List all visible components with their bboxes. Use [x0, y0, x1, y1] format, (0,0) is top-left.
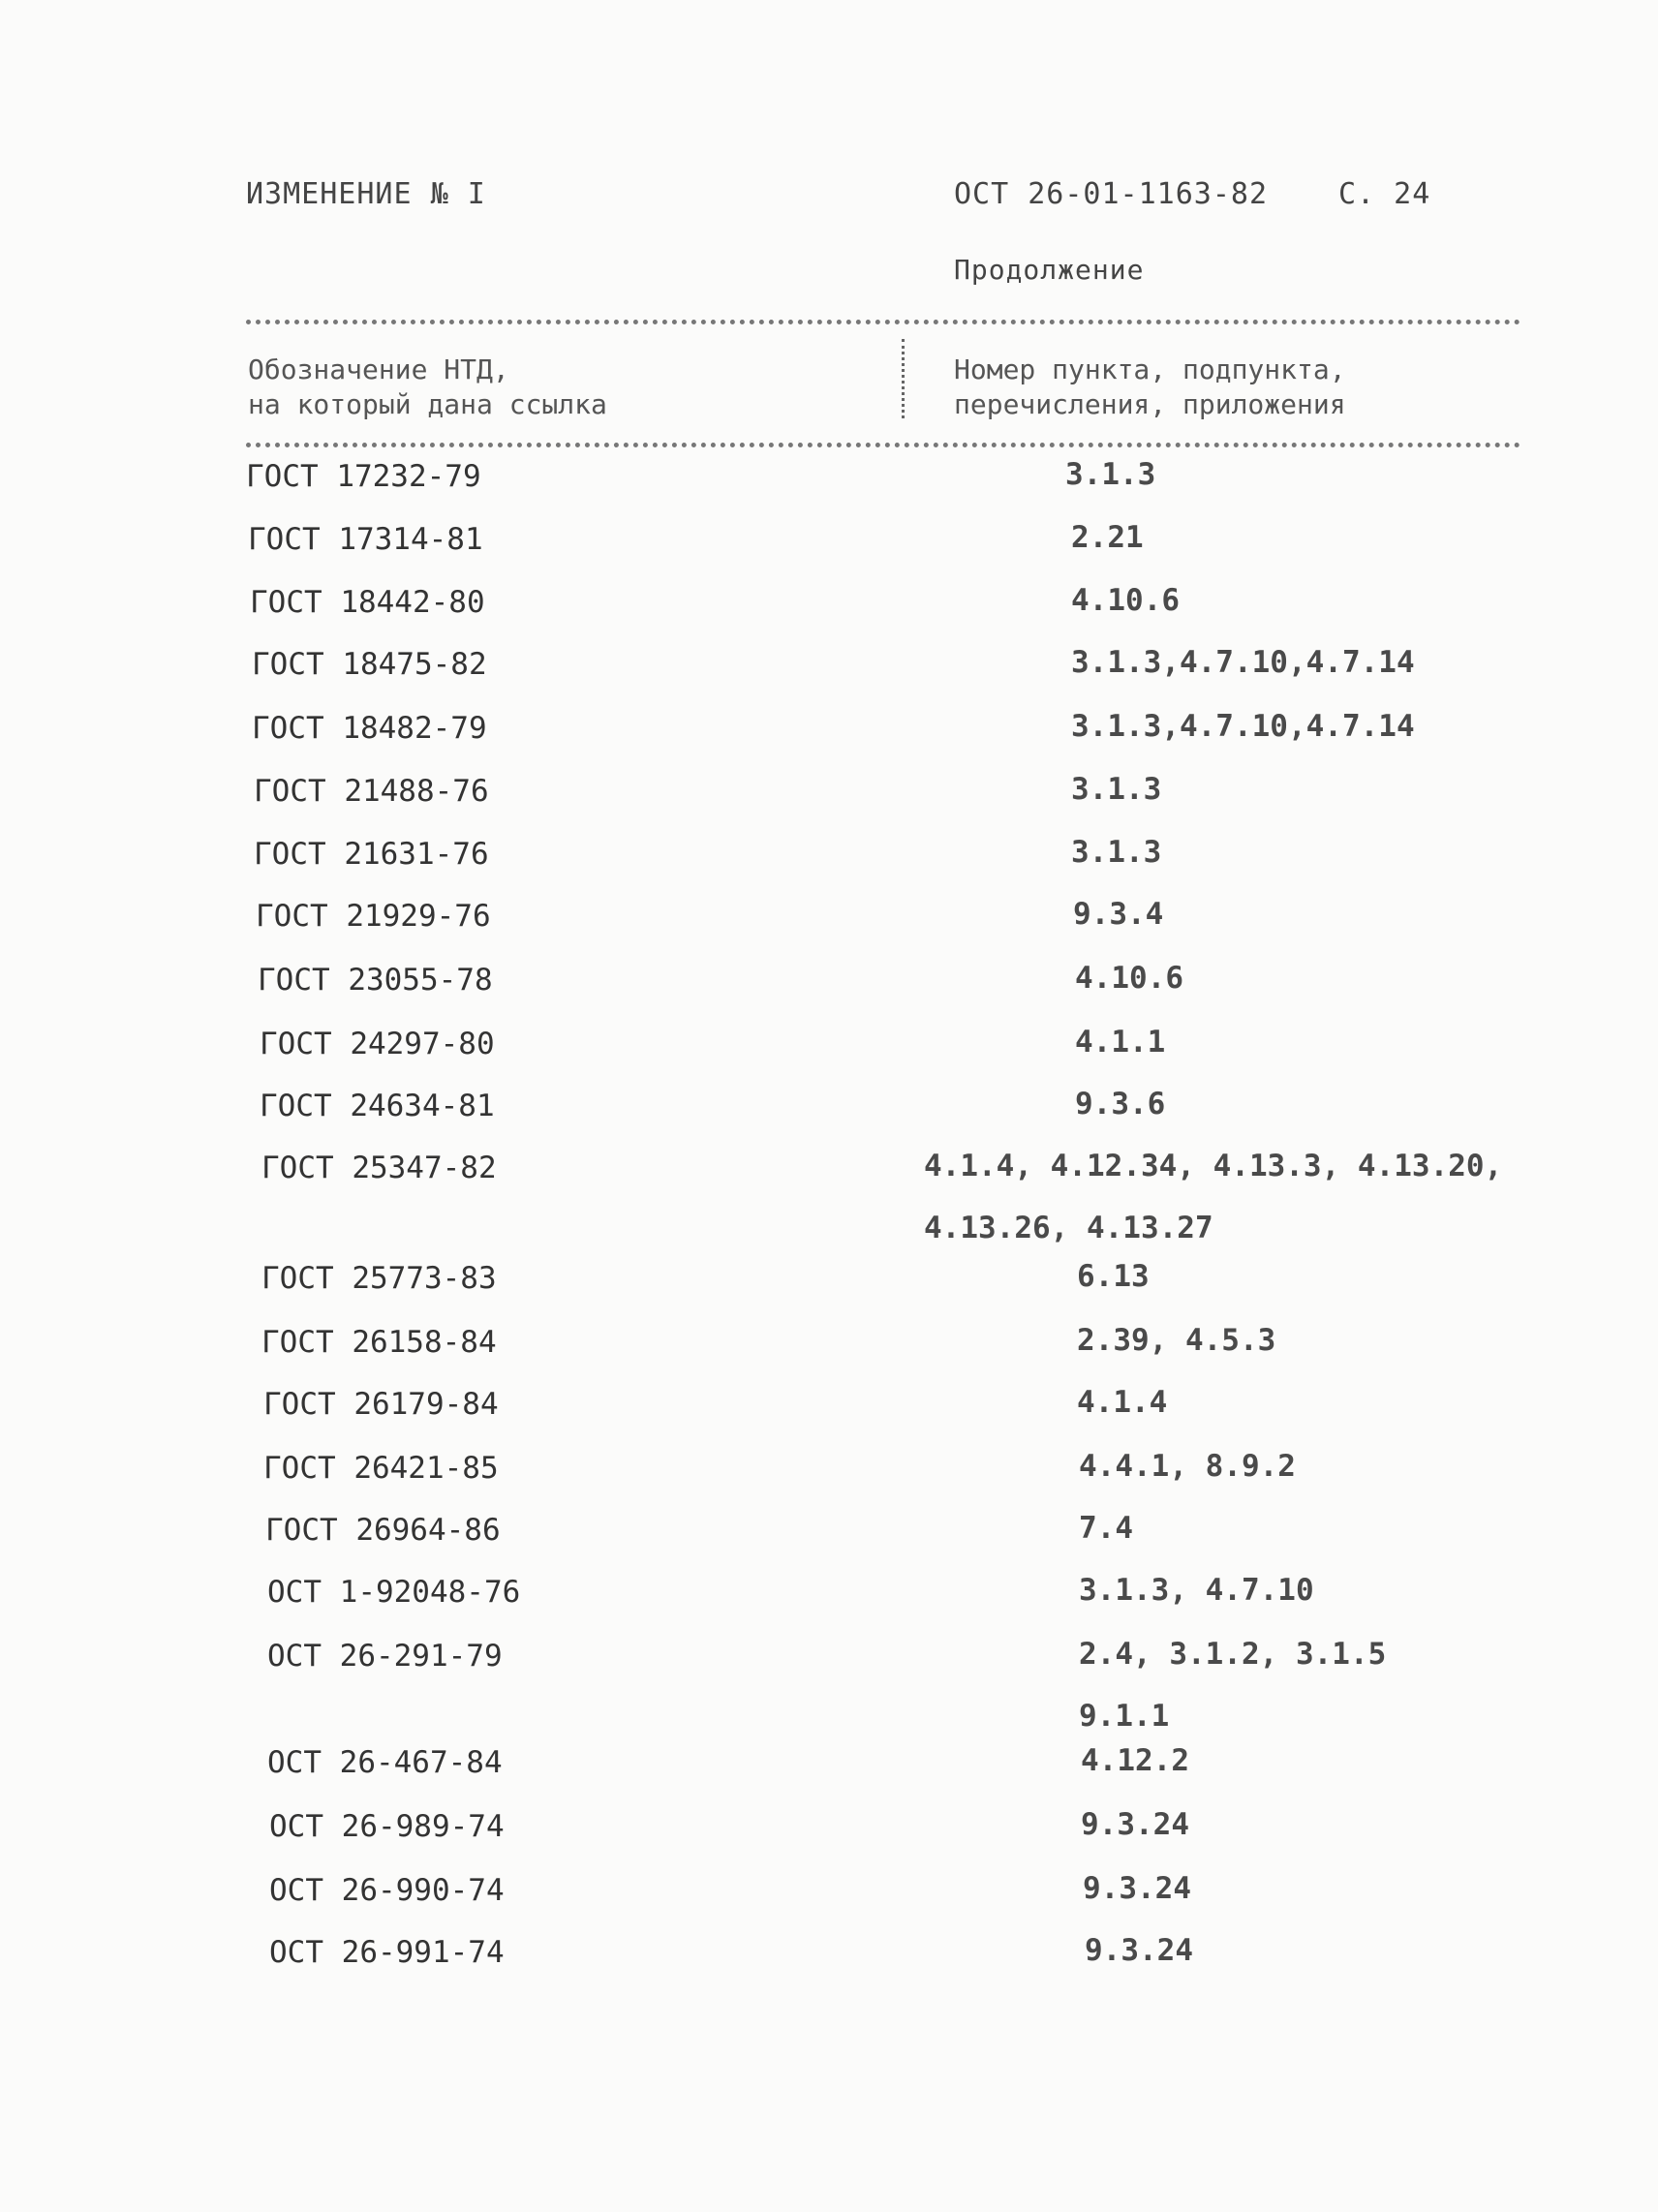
standard-designation: ГОСТ 24297-80: [260, 1027, 495, 1061]
standard-designation: ГОСТ 18475-82: [252, 647, 487, 682]
clause-references: 4.4.1, 8.9.2: [1079, 1449, 1296, 1484]
standard-designation: ОСТ 26-990-74: [269, 1873, 505, 1908]
standard-designation: ГОСТ 17232-79: [246, 459, 481, 494]
clause-references: 9.3.4: [1073, 897, 1164, 932]
column-header-standard: Обозначение НТД, на который дана ссылка: [248, 353, 607, 420]
column-separator: [902, 339, 905, 418]
clause-references: 3.1.3, 4.7.10: [1079, 1573, 1314, 1608]
clause-references: 3.1.3,4.7.10,4.7.14: [1071, 645, 1415, 680]
clause-references: 3.1.3: [1071, 772, 1162, 807]
clause-references: 4.1.4, 4.12.34, 4.13.3, 4.13.20, 4.13.26, 4.13.27: [924, 1149, 1503, 1245]
clause-references: 4.1.4: [1077, 1385, 1168, 1420]
standard-designation: ГОСТ 21488-76: [254, 774, 489, 809]
standard-designation: ОСТ 26-989-74: [269, 1809, 505, 1844]
standard-designation: ГОСТ 26158-84: [261, 1325, 497, 1360]
table-top-rule: [246, 320, 1520, 324]
clause-references: 4.10.6: [1075, 961, 1183, 996]
table-header-rule: [246, 443, 1520, 447]
standard-designation: ОСТ 26-291-79: [267, 1639, 503, 1674]
standard-designation: ГОСТ 25347-82: [261, 1151, 497, 1185]
continuation-label: Продолжение: [954, 254, 1145, 286]
page-number: С. 24: [1338, 177, 1431, 211]
standard-designation: ОСТ 26-467-84: [267, 1745, 503, 1780]
standard-designation: ГОСТ 26421-85: [263, 1451, 499, 1486]
standard-designation: ГОСТ 25773-83: [261, 1261, 497, 1296]
standard-designation: ОСТ 1-92048-76: [267, 1575, 521, 1610]
standard-designation: ГОСТ 21929-76: [256, 899, 491, 934]
clause-references: 2.39, 4.5.3: [1077, 1323, 1276, 1358]
clause-references: 4.1.1: [1075, 1025, 1166, 1060]
standard-designation: ГОСТ 26179-84: [263, 1387, 499, 1422]
clause-references: 4.10.6: [1071, 583, 1180, 618]
clause-references: 9.3.24: [1085, 1933, 1193, 1968]
column-header-clauses: Номер пункта, подпункта, перечисления, приложения: [954, 353, 1346, 420]
standard-designation: ГОСТ 23055-78: [258, 963, 493, 998]
clause-references: 7.4: [1079, 1511, 1133, 1546]
clause-references: 4.12.2: [1081, 1743, 1189, 1778]
standard-designation: ГОСТ 18442-80: [250, 585, 485, 620]
clause-references: 3.1.3: [1071, 835, 1162, 870]
clause-references: 3.1.3: [1065, 457, 1156, 492]
clause-references: 2.21: [1071, 520, 1144, 555]
amendment-label: ИЗМЕНЕНИЕ № I: [246, 177, 486, 211]
clause-references: 9.3.24: [1081, 1807, 1189, 1842]
clause-references: 9.3.6: [1075, 1087, 1166, 1121]
standard-designation: ГОСТ 26964-86: [265, 1513, 501, 1548]
standard-designation: ГОСТ 17314-81: [248, 522, 483, 557]
standard-designation: ГОСТ 18482-79: [252, 711, 487, 746]
clause-references: 2.4, 3.1.2, 3.1.5 9.1.1: [1079, 1637, 1387, 1734]
standard-designation: ГОСТ 21631-76: [254, 837, 489, 872]
standard-designation: ОСТ 26-991-74: [269, 1935, 505, 1970]
clause-references: 3.1.3,4.7.10,4.7.14: [1071, 709, 1415, 744]
clause-references: 9.3.24: [1083, 1871, 1191, 1906]
document-number: ОСТ 26-01-1163-82: [954, 177, 1269, 211]
clause-references: 6.13: [1077, 1259, 1150, 1294]
standard-designation: ГОСТ 24634-81: [260, 1089, 495, 1123]
